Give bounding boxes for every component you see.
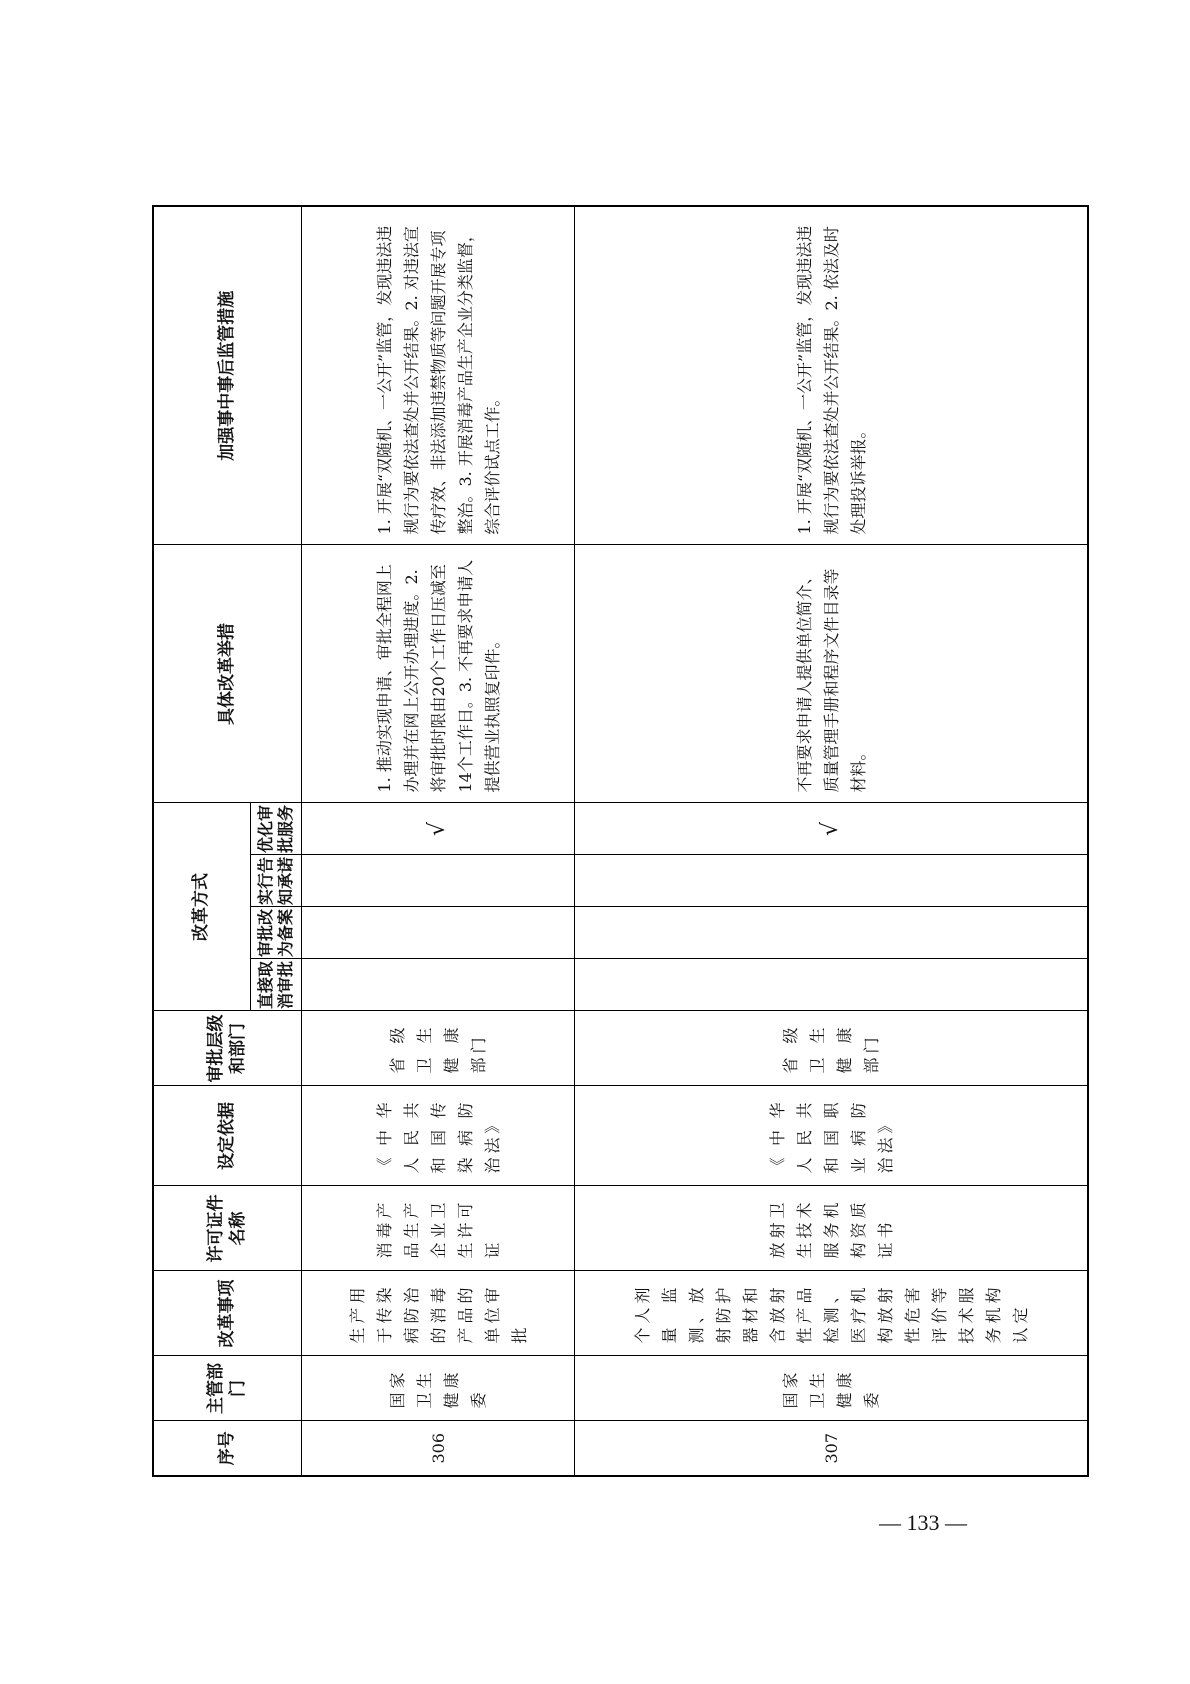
cell-measures: 不再要求申请人提供单位简介、质量管理手册和程序文件目录等材料。 — [575, 545, 1089, 803]
cell-basis: 《中华人民共和国传染病防治法》 — [302, 1086, 575, 1186]
header-reform-filing: 审批改为备案 — [251, 907, 302, 959]
reform-table — [152, 205, 1089, 1477]
cell-item: 生产用于传染病防治的消毒产品的单位审批 — [302, 1271, 575, 1356]
cell-license: 消毒产品生产企业卫生许可证 — [302, 1186, 575, 1271]
header-reform-commitment: 实行告知承诺 — [251, 855, 302, 907]
check-mark-icon: √ — [425, 821, 450, 837]
cell-reform-cancel — [302, 959, 575, 1011]
cell-reform-cancel — [575, 959, 1089, 1011]
cell-reform-commitment — [575, 855, 1089, 907]
cell-supervision: 1. 开展“双随机、一公开”监管，发现违法违规行为要依法查处并公开结果。2. 对违法宣传疗效、非法添加违禁物质等问题开展专项整治。3. 开展消毒产品生产企业分类监督，综合评价试点工作。 — [302, 206, 575, 545]
cell-supervision: 1. 开展“双随机、一公开”监管，发现违法违规行为要依法查处并公开结果。2. 依法及时处理投诉举报。 — [575, 206, 1089, 545]
cell-measures: 1. 推动实现申请、审批全程网上办理并在网上公开办理进度。2. 将审批时限由20个工作日压减至14个工作日。3. 不再要求申请人提供营业执照复印件。 — [302, 545, 575, 803]
table-row — [302, 206, 575, 1476]
header-reform-group: 改革方式 — [153, 803, 251, 1011]
cell-seq: 307 — [575, 1421, 1089, 1476]
header-supervision: 加强事中事后监管措施 — [153, 206, 302, 545]
header-item: 改革事项 — [153, 1271, 302, 1356]
header-measures: 具体改革举措 — [153, 545, 302, 803]
cell-dept: 国家卫生健康委 — [302, 1356, 575, 1421]
table-row — [575, 206, 1089, 1476]
cell-level: 省级卫生健康部门 — [575, 1011, 1089, 1086]
page-number: — 133 — — [879, 1510, 967, 1535]
header-dept: 主管部门 — [153, 1356, 302, 1421]
cell-basis: 《中华人民共和国职业病防治法》 — [575, 1086, 1089, 1186]
cell-reform-filing — [302, 907, 575, 959]
cell-license: 放射卫生技术服务机构资质证书 — [575, 1186, 1089, 1271]
cell-item: 个人剂量监测、放射防护器材和含放射性产品检测、医疗机构放射性危害评价等技术服务机构认定 — [575, 1271, 1089, 1356]
header-seq: 序号 — [153, 1421, 302, 1476]
header-reform-optimize: 优化审批服务 — [251, 803, 302, 855]
cell-seq: 306 — [302, 1421, 575, 1476]
rotated-table-page — [152, 207, 1038, 1477]
cell-reform-filing — [575, 907, 1089, 959]
cell-level: 省级卫生健康部门 — [302, 1011, 575, 1086]
cell-reform-commitment — [302, 855, 575, 907]
header-reform-cancel: 直接取消审批 — [251, 959, 302, 1011]
cell-reform-optimize — [575, 803, 1089, 855]
header-basis: 设定依据 — [153, 1086, 302, 1186]
header-level: 审批层级和部门 — [153, 1011, 302, 1086]
cell-reform-optimize — [302, 803, 575, 855]
header-license: 许可证件名称 — [153, 1186, 302, 1271]
check-mark-icon: √ — [818, 821, 843, 837]
cell-dept: 国家卫生健康委 — [575, 1356, 1089, 1421]
